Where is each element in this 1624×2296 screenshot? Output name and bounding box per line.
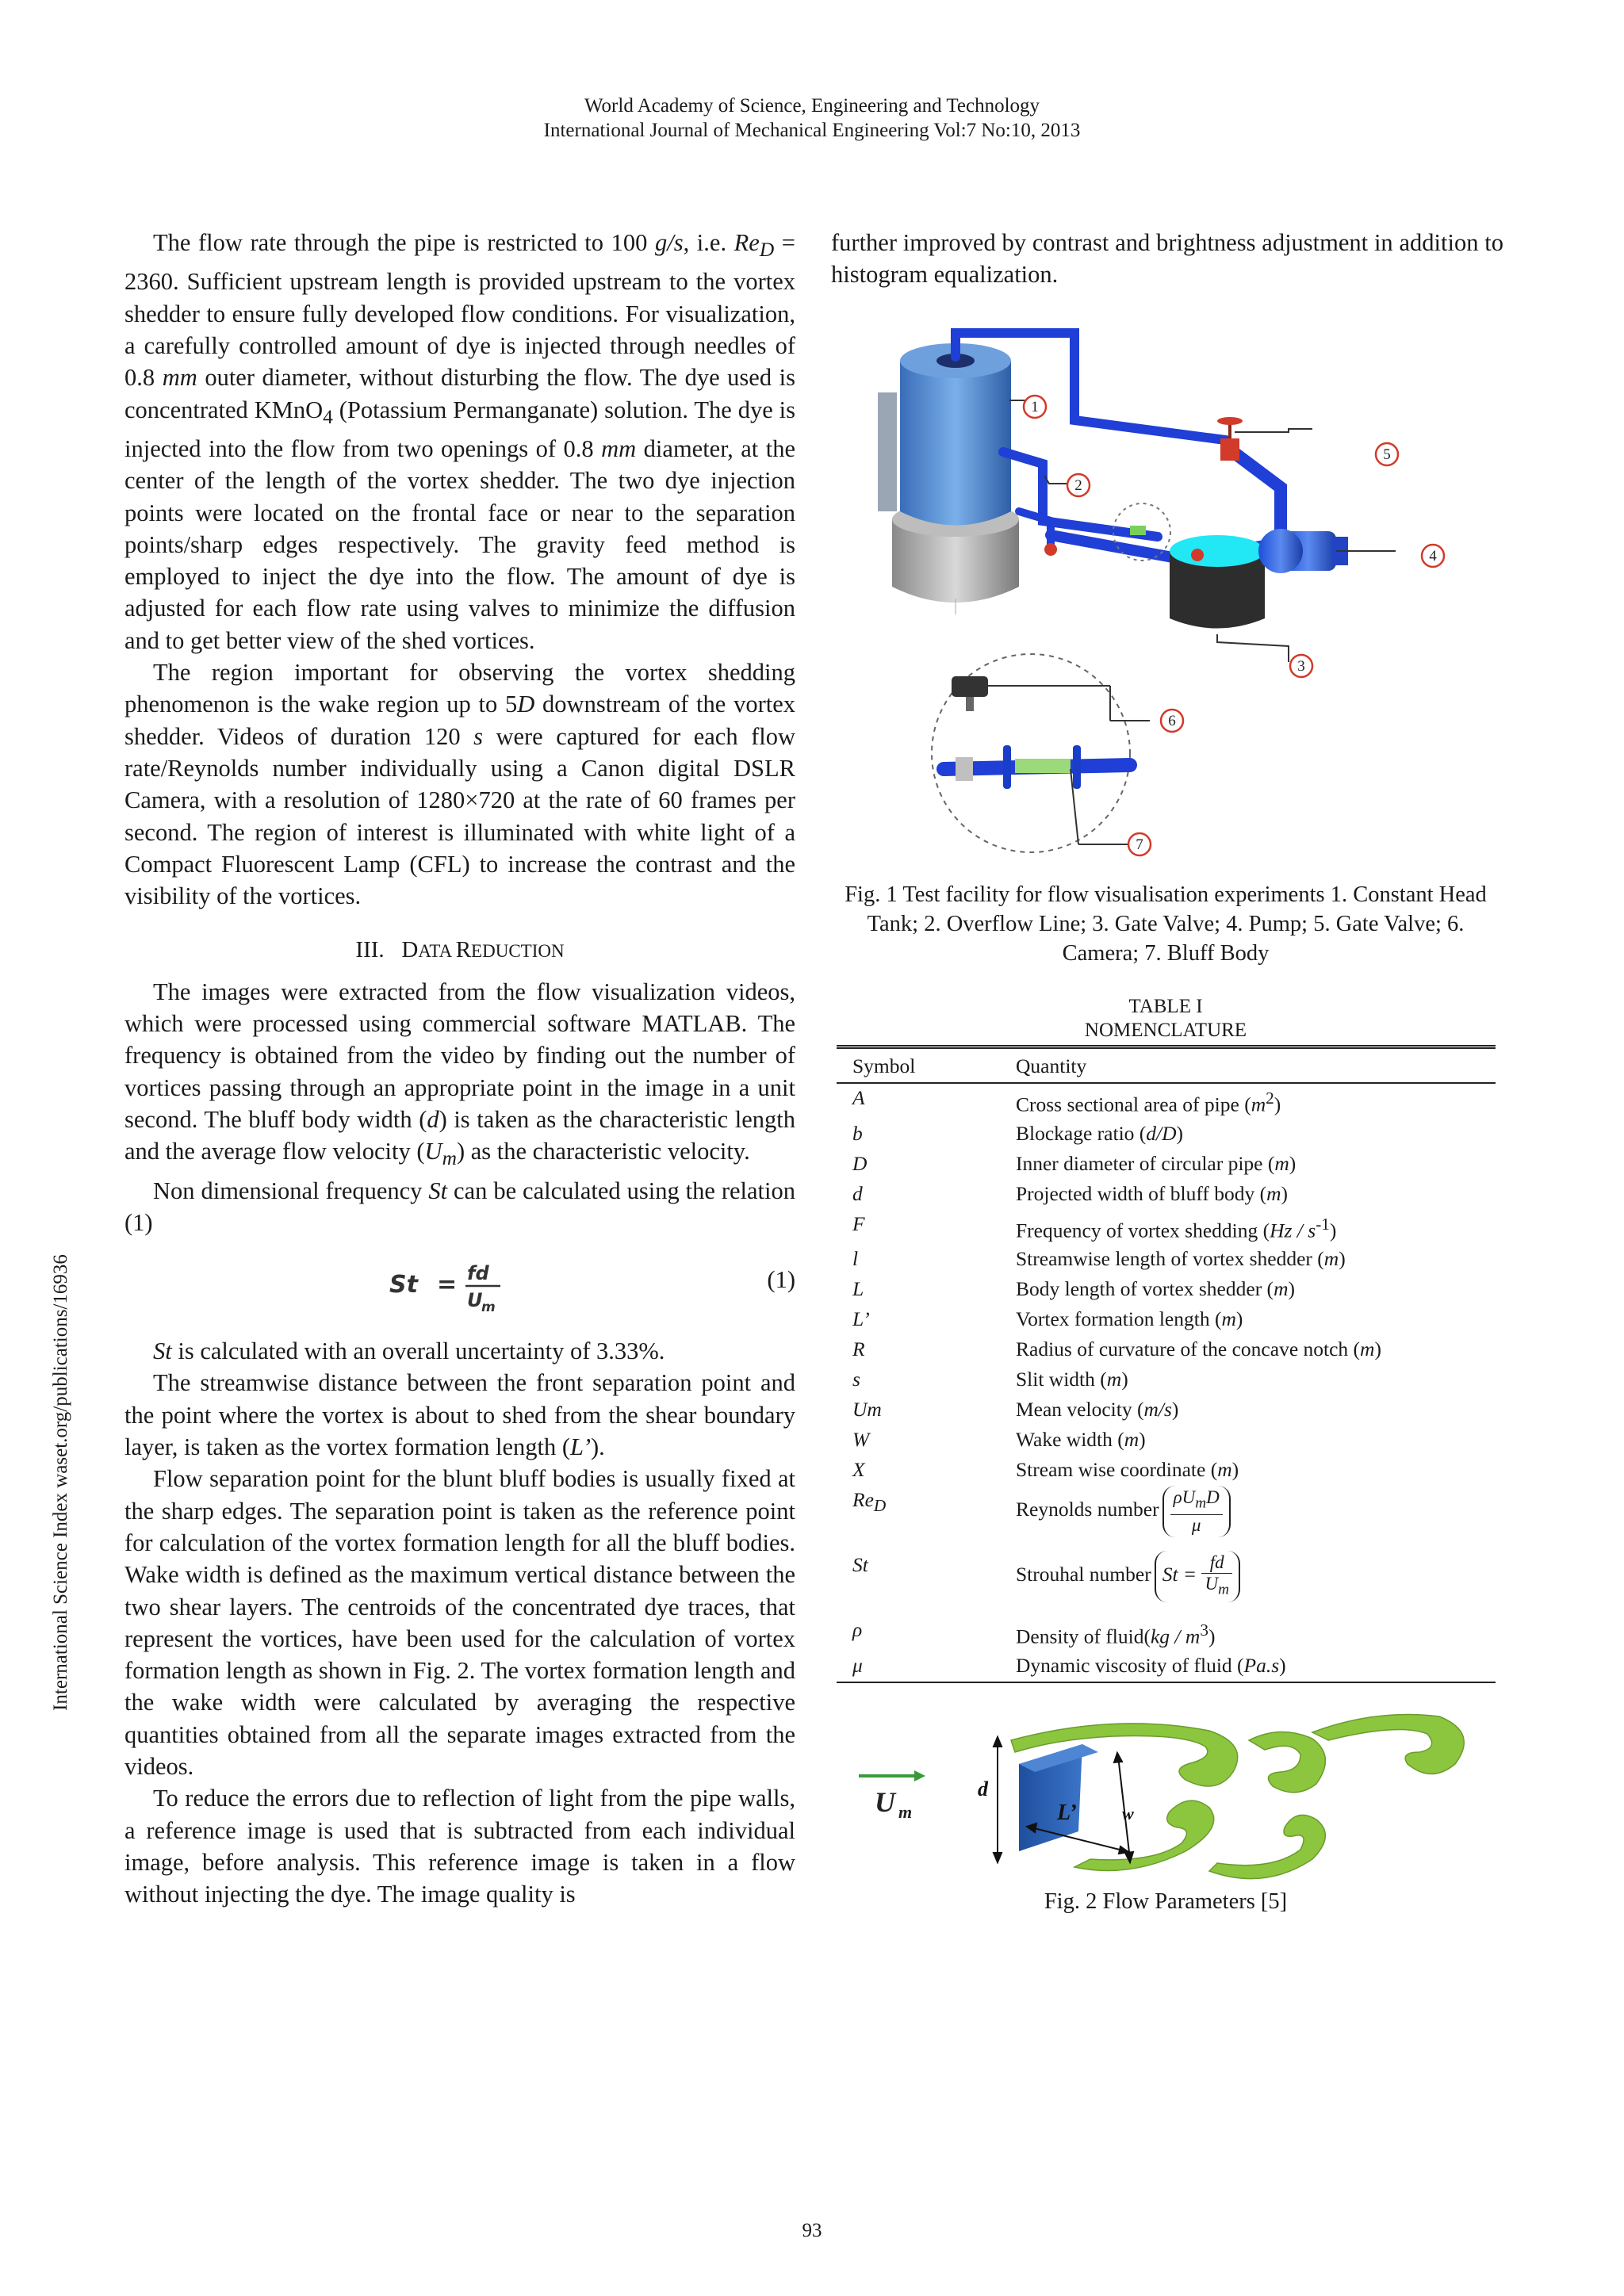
d-label: d: [978, 1777, 988, 1800]
eq-numerator: fd: [467, 1262, 489, 1285]
table-caption: [837, 995, 1495, 1043]
l-label: L’: [1057, 1800, 1077, 1825]
header-line-1: World Academy of Science, Engineering and Technology: [584, 95, 1040, 117]
table-header-row: [837, 1047, 1496, 1084]
table-row: W Wake width (m): [852, 1428, 1146, 1451]
u-label: U: [875, 1786, 895, 1818]
table-row: μ Dynamic viscosity of fluid (Pa.s): [837, 1651, 1496, 1682]
eq-lhs: St: [389, 1271, 418, 1299]
paragraph-strouhal: Non dimensional frequency St can be calculated using the relation (1): [124, 1177, 795, 1236]
paragraph-separation: Flow separation point for the blunt bluff bodies is usually fixed at the sharp edges. The separation point is taken as the reference point for calculation of the vortex formation length for all the bluff bodies. Wake width is defined as the maximum vertical distance between the two shear layers. The centroids of the concentrated dye traces, that represent the vortices, have been used for the calculation of vortex formation length as shown in Fig. 2. The vortex formation length and the wake width were calculated by averaging the respective quantities obtained from all the separate images extracted from the videos.: [124, 1465, 795, 1781]
label-5: 5: [1383, 446, 1391, 463]
table-row: Um Mean velocity (m/s): [852, 1398, 1179, 1421]
eq-denominator-sub: m: [481, 1299, 496, 1315]
left-column: [124, 227, 795, 1911]
equation-number: (1): [767, 1266, 795, 1294]
journal-header: [0, 94, 1624, 143]
paragraph-flow-rate: The flow rate through the pipe is restricted to 100 g/s, i.e. $Re_D = 2360$. Sufficient upstream length is provided upstream to the vortex shedder to ensure fully developed flow conditions. For visualization, a carefully controlled amount of dye is injected through needles of 0.8 mm outer diameter, without disturbing the flow. The dye used is concentrated KMnO$_4$ (Potassium Permanganate) solution. The dye is injected into the flow from two openings of 0.8 mm diameter, at the center of the length of the vortex shedder. The two dye injection points were located on the frontal face or near to the separation points/sharp edges respectively. The gravity feed method is employed to inject the dye into the flow. The amount of dye is adjusted for each flow rate using valves to minimize the diffusion and to get better view of the shed vortices.: [124, 229, 796, 654]
table-row: s Slit width (m): [852, 1368, 1128, 1391]
table-row: d Projected width of bluff body (m): [852, 1181, 1289, 1205]
nomenclature-table: [837, 1045, 1496, 1683]
table-row: A Cross sectional area of pipe $(m^2)$: [852, 1086, 1281, 1116]
table-row: F Frequency of vortex shedding $(Hz / s^{-1})$: [852, 1211, 1337, 1242]
table-row: X Stream wise coordinate (m): [852, 1458, 1239, 1481]
constant-head-tank: [878, 343, 1019, 603]
label-7: 7: [1136, 836, 1143, 853]
figure-2-flow-parameters: [852, 1709, 1471, 1883]
table-row-reynolds: $Re_D$ Reynolds number $\frac{\rho U_mD}{\mu}$: [837, 1486, 1496, 1551]
table-row: L’ Vortex formation length (m): [852, 1307, 1243, 1330]
strouhal-formula: [389, 1251, 532, 1314]
label-4: 4: [1429, 548, 1437, 564]
table-row: b Blockage ratio (d/D): [852, 1121, 1184, 1145]
table-label: TABLE I: [1128, 996, 1203, 1017]
section-heading: III. DATA REDUCTION: [355, 937, 565, 963]
paragraph-region: The region important for observing the vortex shedding phenomenon is the wake region up to 5D downstream of the vortex shedder. Videos of duration 120 s were captured for each flow rate/Reynolds number individually using a Canon digital DSLR Camera, with a resolution of 1280×720 at the rate of 60 frames per second. The region of interest is illuminated with white light of a Compact Fluorescent Lamp (CFL) to increase the contrast and the visibility of the vortices.: [124, 659, 795, 910]
sidebar-url: International Science Index waset.org/publications/16936: [50, 1254, 71, 1711]
w-label: w: [1122, 1804, 1134, 1823]
table-row: l Streamwise length of vortex shedder (m): [852, 1247, 1346, 1270]
label-3: 3: [1297, 658, 1305, 675]
paragraph-reflection: To reduce the errors due to reflection of light from the pipe walls, a reference image is used that is subtracted from each individual image, before analysis. This reference image is taken in a flow without injecting the dye. The image quality is: [124, 1785, 795, 1908]
pump: [1258, 529, 1348, 573]
col-quantity: Quantity: [1000, 1047, 1496, 1084]
table-row: R Radius of curvature of the concave notch (m): [852, 1337, 1381, 1360]
gate-valve-5: [1217, 417, 1243, 461]
paragraph-contrast: further improved by contrast and brightness adjustment in addition to histogram equalization.: [831, 229, 1503, 289]
equation-1: [124, 1245, 795, 1324]
paragraph-formation-length: The streamwise distance between the front separation point and the point where the vortex is about to shed from the shear boundary layer, is taken as the vortex formation length (L’).: [124, 1369, 795, 1461]
eq-denominator: U: [467, 1289, 483, 1312]
table-row: L Body length of vortex shedder (m): [852, 1277, 1295, 1300]
figure-2-caption: Fig. 2 Flow Parameters [5]: [1044, 1889, 1288, 1914]
paragraph-images: The images were extracted from the flow visualization videos, which were processed using commercial software MATLAB. The frequency is obtained from the video by finding out the number of vortices passing through an appropriate point in the image in a unit second. The bluff body width (d) is taken as the characteristic length and the average flow velocity $(U_m)$ as the characteristic velocity.: [124, 978, 795, 1170]
flow-arrow: [859, 1770, 925, 1822]
label-1: 1: [1031, 399, 1039, 415]
detail-inset: [932, 654, 1150, 852]
u-sub: m: [898, 1802, 913, 1822]
right-column: [831, 227, 1503, 291]
header-line-2: International Journal of Mechanical Engineering Vol:7 No:10, 2013: [543, 120, 1081, 141]
figure-1-test-facility: [868, 313, 1487, 860]
col-symbol: Symbol: [837, 1047, 1000, 1084]
table-row-strouhal: St Strouhal number St = $\frac{fd}{U_m}$: [837, 1551, 1496, 1616]
table-row: D Inner diameter of circular pipe (m): [852, 1151, 1297, 1175]
overflow-tank: [1170, 535, 1265, 629]
eq-equals: =: [437, 1271, 458, 1299]
paragraph-uncertainty: St is calculated with an overall uncertainty of 3.33%.: [153, 1337, 665, 1365]
table-title: NOMENCLATURE: [1084, 1020, 1247, 1041]
page-number: 93: [802, 2220, 822, 2241]
table-row: ρ Density of fluid(kg / $m^3$): [852, 1618, 1216, 1648]
label-2: 2: [1074, 477, 1082, 494]
label-6: 6: [1168, 713, 1176, 729]
figure-1-caption: Fig. 1 Test facility for flow visualisation experiments 1. Constant Head Tank; 2. Overflow Line; 3. Gate Valve; 4. Pump; 5. Gate Valve; 6. Camera; 7. Bluff Body: [845, 882, 1487, 966]
